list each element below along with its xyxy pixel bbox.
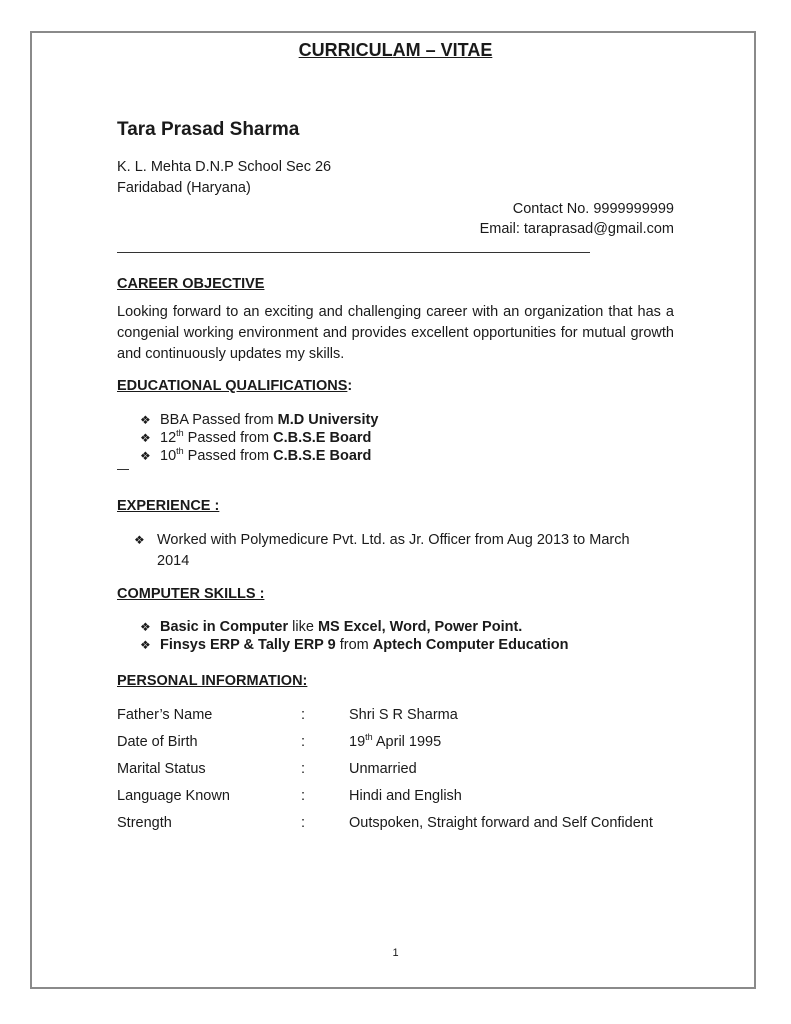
experience-item: ❖ Worked with Polymedicure Pvt. Ltd. as Jr. Officer from Aug 2013 to March (134, 532, 630, 548)
personal-info-heading: PERSONAL INFORMATION: (117, 673, 308, 689)
address-line-1: K. L. Mehta D.N.P School Sec 26 (117, 159, 332, 175)
pi-label: Father’s Name (117, 707, 213, 723)
pi-value: 19th April 1995 (349, 732, 442, 750)
skill-item: ❖ Basic in Computer like MS Excel, Word, Power Point. (140, 619, 523, 635)
pi-label: Language Known (117, 788, 230, 804)
stray-dash (117, 469, 129, 470)
pi-separator: : (301, 734, 306, 750)
pi-value: Unmarried (349, 761, 417, 777)
bullet-icon: ❖ (140, 449, 151, 463)
education-item: ❖ 12th Passed from C.B.S.E Board (140, 428, 372, 446)
header-divider (117, 252, 590, 253)
education-item: ❖ 10th Passed from C.B.S.E Board (140, 446, 372, 464)
education-heading: EDUCATIONAL QUALIFICATIONS: (117, 378, 353, 394)
education-item: ❖ BBA Passed from M.D University (140, 412, 379, 428)
page-number: 1 (392, 947, 399, 959)
computer-skills-heading: COMPUTER SKILLS : (117, 586, 265, 602)
experience-item-continuation: 2014 (157, 553, 190, 569)
pi-separator: : (301, 815, 306, 831)
pi-label: Marital Status (117, 761, 206, 777)
pi-separator: : (301, 707, 306, 723)
contact-phone: Contact No. 9999999999 (512, 201, 674, 217)
pi-value: Outspoken, Straight forward and Self Confident (349, 815, 653, 831)
bullet-icon: ❖ (140, 413, 151, 427)
document-title: CURRICULAM – VITAE (298, 40, 493, 60)
address-line-2: Faridabad (Haryana) (117, 180, 251, 196)
bullet-icon: ❖ (140, 620, 151, 634)
pi-value: Shri S R Sharma (349, 707, 458, 723)
pi-value: Hindi and English (349, 788, 462, 804)
pi-separator: : (301, 788, 306, 804)
career-objective-heading: CAREER OBJECTIVE (117, 276, 265, 292)
pi-label: Date of Birth (117, 734, 198, 750)
skill-item: ❖ Finsys ERP & Tally ERP 9 from Aptech Computer Education (140, 637, 569, 653)
bullet-icon: ❖ (140, 638, 151, 652)
bullet-icon: ❖ (140, 431, 151, 445)
career-objective-text: Looking forward to an exciting and challenging career with an organization that has a congenial working environment and provides excellent opportunities for mutual growth and continuously updates my skills. (117, 304, 674, 362)
experience-heading: EXPERIENCE : (117, 498, 220, 514)
candidate-name: Tara Prasad Sharma (117, 119, 300, 140)
pi-label: Strength (117, 815, 172, 831)
bullet-icon: ❖ (134, 533, 145, 547)
pi-separator: : (301, 761, 306, 777)
contact-email: Email: taraprasad@gmail.com (479, 221, 674, 237)
